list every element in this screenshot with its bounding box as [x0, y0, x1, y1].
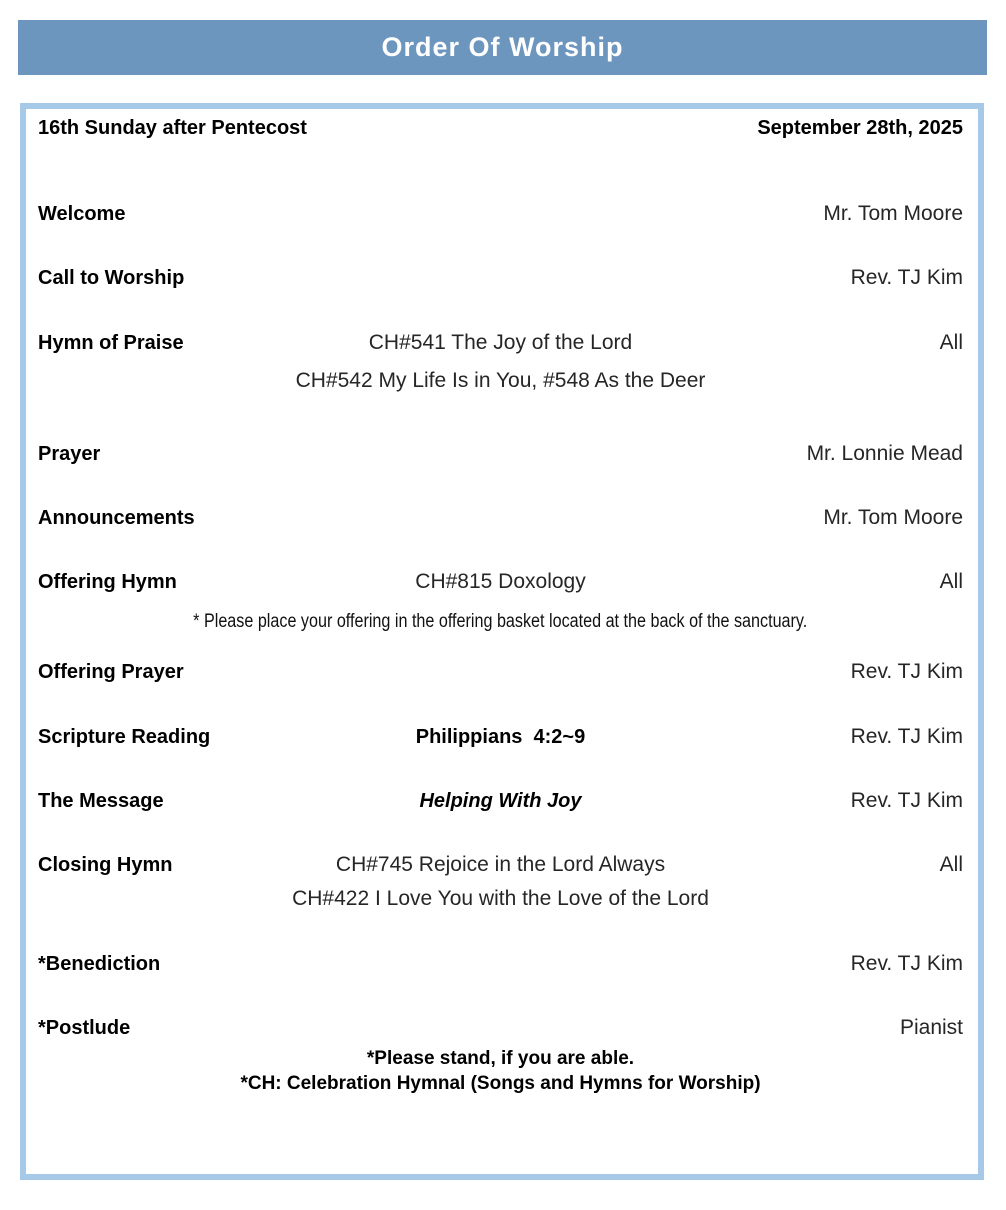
- row-assignee: Mr. Lonnie Mead: [806, 442, 963, 465]
- row-label: Offering Prayer: [38, 661, 184, 683]
- offering-note: [38, 612, 963, 632]
- row-label: Welcome: [38, 203, 126, 225]
- row-label: *Benediction: [38, 953, 161, 975]
- row-hymn-of-praise: [38, 332, 963, 354]
- row-label: Offering Hymn: [38, 571, 177, 593]
- row-scripture-reading: [38, 726, 963, 748]
- row-assignee: All: [939, 853, 963, 876]
- row-label: Hymn of Praise: [38, 332, 184, 354]
- row-assignee: Mr. Tom Moore: [823, 506, 963, 529]
- footnote-stand: *Please stand, if you are able.: [366, 1048, 635, 1069]
- row-prayer: [38, 443, 963, 465]
- hymn-of-praise-continuation: CH#542 My Life Is in You, #548 As the Deer: [295, 369, 706, 392]
- offering-note-text: * Please place your offering in the offering basket located at the back of the sanctuary.: [193, 611, 808, 632]
- row-label: Closing Hymn: [38, 854, 173, 876]
- row-benediction: [38, 953, 963, 975]
- order-of-worship-sheet: [20, 103, 984, 1180]
- row-content: CH#745 Rejoice in the Lord Always: [335, 853, 666, 876]
- row-assignee: Rev. TJ Kim: [850, 952, 963, 975]
- scripture-reference: Philippians 4:2~9: [415, 726, 586, 748]
- row-assignee: All: [939, 570, 963, 593]
- title-banner: [18, 20, 987, 75]
- row-content: CH#815 Doxology: [415, 570, 586, 593]
- row-label: The Message: [38, 790, 164, 812]
- row-the-message: [38, 790, 963, 812]
- row-label: Prayer: [38, 443, 101, 465]
- row-welcome: [38, 203, 963, 225]
- row-call-to-worship: [38, 267, 963, 289]
- row-assignee: Mr. Tom Moore: [823, 202, 963, 225]
- row-postlude: [38, 1017, 963, 1039]
- row-label: Call to Worship: [38, 267, 185, 289]
- message-title: Helping With Joy: [419, 790, 582, 812]
- row-offering-prayer: [38, 661, 963, 683]
- row-label: *Postlude: [38, 1017, 131, 1039]
- page-title: Order Of Worship: [381, 32, 624, 62]
- closing-hymn-continuation: CH#422 I Love You with the Love of the Lord: [292, 887, 709, 910]
- row-assignee: Rev. TJ Kim: [850, 725, 963, 748]
- date-text: September 28th, 2025: [757, 117, 963, 139]
- row-label: Announcements: [38, 507, 195, 529]
- row-offering-hymn: [38, 571, 963, 593]
- row-closing-hymn: [38, 854, 963, 876]
- row-assignee: All: [939, 331, 963, 354]
- occasion-text: 16th Sunday after Pentecost: [38, 117, 307, 139]
- row-assignee: Rev. TJ Kim: [850, 789, 963, 812]
- footnote-hymnal: *CH: Celebration Hymnal (Songs and Hymns for Worship): [240, 1073, 761, 1094]
- row-announcements: [38, 507, 963, 529]
- header-row: [38, 117, 963, 139]
- row-content: CH#541 The Joy of the Lord: [368, 331, 633, 354]
- row-assignee: Rev. TJ Kim: [850, 266, 963, 289]
- row-assignee: Pianist: [899, 1016, 963, 1039]
- row-assignee: Rev. TJ Kim: [850, 660, 963, 683]
- row-label: Scripture Reading: [38, 726, 211, 748]
